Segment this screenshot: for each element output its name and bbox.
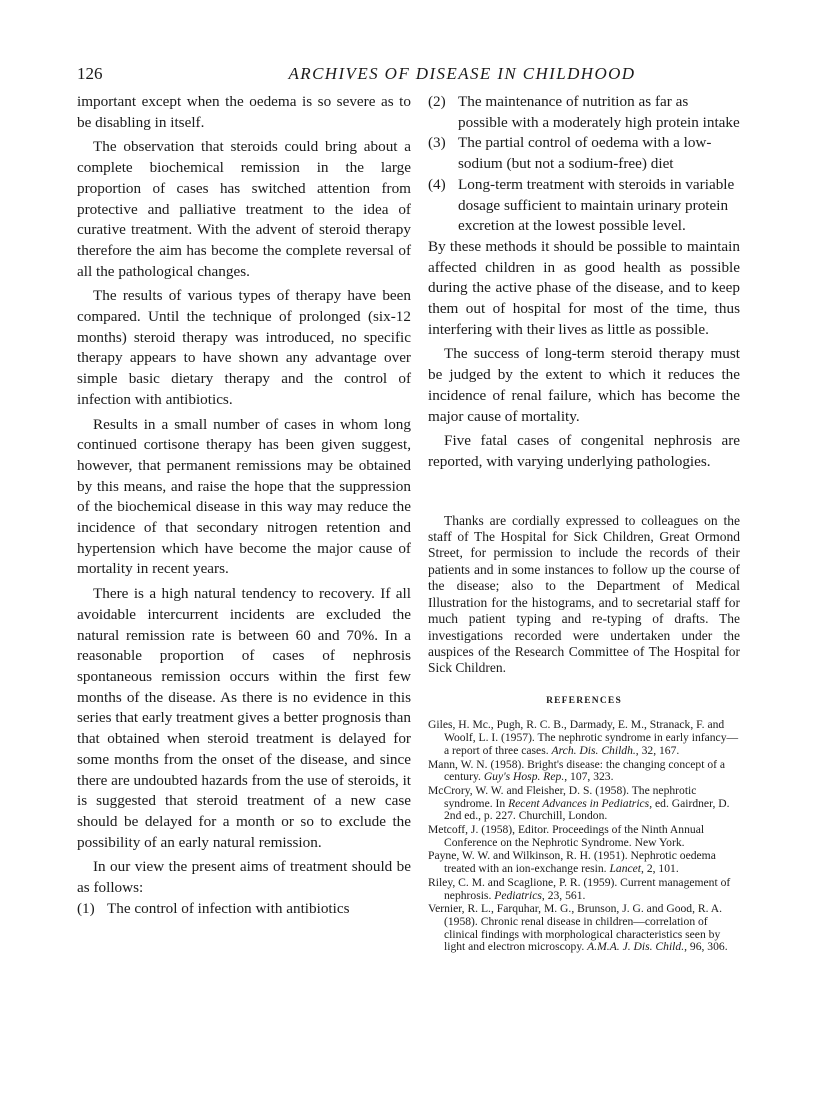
item-text: The partial control of oedema with a low-sodium (but not a sodium-free) diet xyxy=(458,134,712,173)
reference-entry: Mann, W. N. (1958). Bright's disease: the changing concept of a century. Guy's Hosp. Rep., 107, 323. xyxy=(428,757,726,784)
page-number: 126 xyxy=(77,64,103,83)
reference-entry: Giles, H. Mc., Pugh, R. C. B., Darmady, E. M., Stranack, F. and Woolf, L. I. (1957). The nephrotic syndrome in early infancy—a report of three cases. Arch. Dis. Childh., 32, 167. xyxy=(428,718,739,757)
treatment-aim-item xyxy=(428,133,740,174)
paragraph: By these methods it should be possible to maintain affected children in as good health as possible during the active phase of the disease, and to keep them out of hospital for most of the time, thus interfering with their lives as little as possible. xyxy=(428,237,740,338)
paragraph: important except when the oedema is so severe as to be disabling in itself. xyxy=(77,93,411,131)
reference-entry: Vernier, R. L., Farquhar, M. G., Brunson, J. G. and Good, R. A. (1958). Chronic renal disease in children—correlation of clinical findings with morphological characteristics seen by light and electron microscopy. A.M.A. J. Dis. Child., 96, 306. xyxy=(428,902,728,954)
reference-entry: Payne, W. W. and Wilkinson, R. H. (1951). Nephrotic oedema treated with an ion-exchange resin. Lancet, 2, 101. xyxy=(428,849,716,876)
item-text: The control of infection with antibiotics xyxy=(107,899,350,917)
treatment-aim-item xyxy=(77,899,411,920)
paragraph: The observation that steroids could bring about a complete biochemical remission in the large proportion of cases has switched attention from protective and palliative treatment to the idea of curative treatment. With the advent of steroid therapy therefore the aim has become the complete reversal of all the pathological changes. xyxy=(77,138,411,280)
reference-list xyxy=(428,719,740,954)
treatment-aim-item xyxy=(428,92,740,133)
treatment-aim-item xyxy=(428,175,740,237)
item-text: Long-term treatment with steroids in variable dosage sufficient to maintain urinary protein excretion at the lowest possible level. xyxy=(458,175,735,235)
reference-entry: McCrory, W. W. and Fleisher, D. S. (1958). The nephrotic syndrome. In Recent Advances in Pediatrics, ed. Gairdner, D. 2nd ed., p. 227. Churchill, London. xyxy=(428,783,730,823)
paragraph: Five fatal cases of congenital nephrosis are reported, with varying underlying pathologies. xyxy=(428,432,740,470)
paragraph: Results in a small number of cases in whom long continued cortisone therapy has been given suggest, however, that permanent remissions may be obtained by this means, and raise the hope that the suppression of the biochemical disease in this way may reduce the incidence of that secondary nitrogen retention and hypertension which have become the major cause of mortality in recent years. xyxy=(77,415,411,578)
item-number: (2) xyxy=(428,93,446,110)
item-number: (1) xyxy=(77,899,95,917)
item-number: (4) xyxy=(428,175,446,193)
page-header xyxy=(77,64,737,90)
item-text: The maintenance of nutrition as far as possible with a moderately high protein intake xyxy=(458,93,740,131)
right-column xyxy=(428,92,740,955)
journal-title: ARCHIVES OF DISEASE IN CHILDHOOD xyxy=(288,64,636,83)
item-number: (3) xyxy=(428,134,446,152)
paragraph: There is a high natural tendency to recovery. If all avoidable intercurrent incidents are excluded the natural remission rate is between 60 and 70%. In a reasonable proportion of cases of nephrosis spontaneous remission occurs within the first few months of the disease. As there is no evidence in this series that early treatment gives a better prognosis than that obtained when steroid treatment is delayed for some months from the onset of the disease, and since there are undoubted hazards from the use of steroids, it is suggested that steroid treatment of a new case should be delayed for a month or so to exclude the possibility of an early natural remission. xyxy=(77,585,412,851)
reference-entry: Riley, C. M. and Scaglione, P. R. (1959). Current management of nephrosis. Pediatrics, 23, 561. xyxy=(428,875,731,902)
paragraph: The results of various types of therapy have been compared. Until the technique of prolonged (six-12 months) steroid therapy was introduced, no specific therapy appears to have shown any advantage over simple basic dietary therapy and the control of infection with antibiotics. xyxy=(77,287,411,408)
references-heading: REFERENCES xyxy=(546,695,622,706)
paragraph: In our view the present aims of treatment should be as follows: xyxy=(77,858,411,897)
left-column xyxy=(77,92,411,919)
paragraph: The success of long-term steroid therapy must be judged by the extent to which it reduces the incidence of renal failure, which has become the major cause of mortality. xyxy=(428,345,740,425)
acknowledgement: Thanks are cordially expressed to colleagues on the staff of The Hospital for Sick Children, Great Ormond Street, for permission to include the records of their patients and in some instances to follow up the course of the disease; also to the Department of Medical Illustration for the histograms, and to secretarial staff for much patient typing and re-typing of drafts. The investigations recorded were undertaken under the auspices of the Research Committee of The Hospital for Sick Children. xyxy=(428,512,740,676)
reference-entry: Metcoff, J. (1958), Editor. Proceedings of the Ninth Annual Conference on the Nephrotic Syndrome. New York. xyxy=(428,823,705,849)
